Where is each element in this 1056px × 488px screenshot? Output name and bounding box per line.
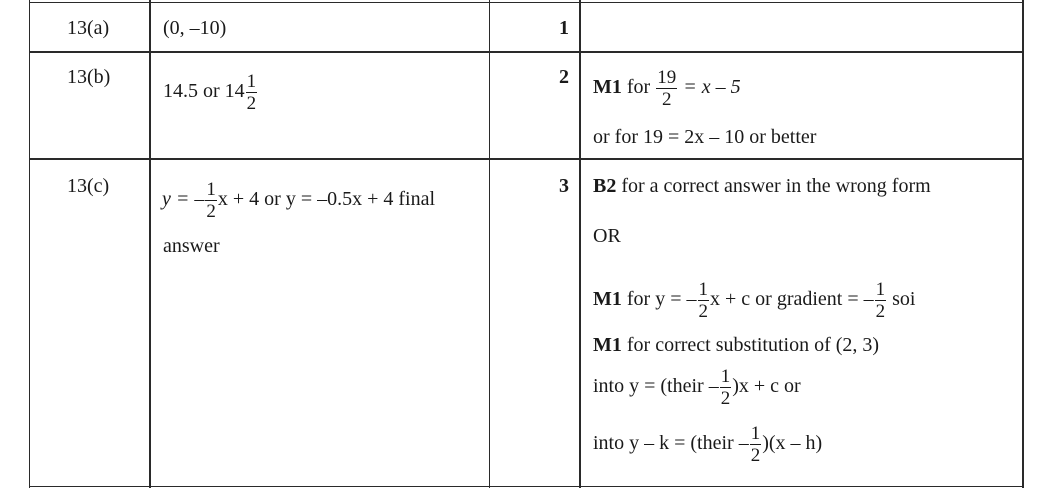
guidance-line: M1 for $\frac{19}{2}$ = x – 5: [593, 67, 741, 110]
question-number: 13(b): [67, 66, 111, 88]
answer-text: (0, –10): [163, 17, 227, 39]
marks-value: 2: [559, 66, 569, 88]
guidance-line: or for 19 = 2x – 10 or better: [593, 126, 817, 148]
method-mark-label: M1: [593, 334, 622, 356]
fraction: $\frac{1}{2}$: [875, 279, 886, 322]
fraction: $\frac{19}{2}$: [657, 67, 677, 110]
guidance-line: B2 for a correct answer in the wrong form: [593, 175, 931, 197]
fraction: $\frac{1}{2}$: [750, 423, 761, 466]
answer-text: answer: [163, 235, 220, 257]
row-divider-1: [29, 51, 1024, 53]
guidance-line: M1 for correct substitution of (2, 3): [593, 334, 880, 356]
marks-value: 3: [559, 175, 569, 197]
marks-value: 1: [559, 17, 569, 39]
guidance-line: into y – k = (their – $\frac{1}{2}$ )(x – h): [593, 423, 823, 466]
fraction: $\frac{1}{2}$: [246, 71, 257, 114]
method-mark-label: M1: [593, 76, 622, 99]
answer-text: y = – $\frac{1}{2}$ x + 4 or y = –0.5x + 4 final: [162, 179, 436, 222]
answer-text: [163, 72, 258, 113]
question-number: 13(a): [67, 17, 110, 39]
b2-mark-label: B2: [593, 175, 617, 197]
fraction: $\frac{1}{2}$: [720, 366, 731, 409]
guidance-line: M1 for y = – $\frac{1}{2}$ x + c or gradient = – $\frac{1}{2}$ soi: [593, 279, 916, 322]
table-border-bottom: [29, 486, 1024, 487]
table-divider-marks: [579, 0, 581, 488]
table-border-left: [29, 0, 30, 488]
table-divider-answer: [489, 0, 490, 488]
fraction: $\frac{1}{2}$: [206, 179, 216, 222]
table-divider-question: [149, 0, 151, 488]
guidance-or: OR: [593, 225, 621, 247]
answer-decimal: 14.5: [163, 80, 198, 103]
row-divider-2: [29, 158, 1024, 160]
table-border-top: [29, 2, 1024, 3]
fraction: $\frac{1}{2}$: [698, 279, 708, 322]
answer-whole: 14: [224, 80, 245, 103]
answer-or: or: [203, 80, 220, 103]
method-mark-label: M1: [593, 288, 622, 311]
question-number: 13(c): [67, 175, 110, 197]
table-border-right: [1022, 0, 1024, 488]
guidance-line: into y = (their – $\frac{1}{2}$ )x + c or: [593, 366, 801, 409]
